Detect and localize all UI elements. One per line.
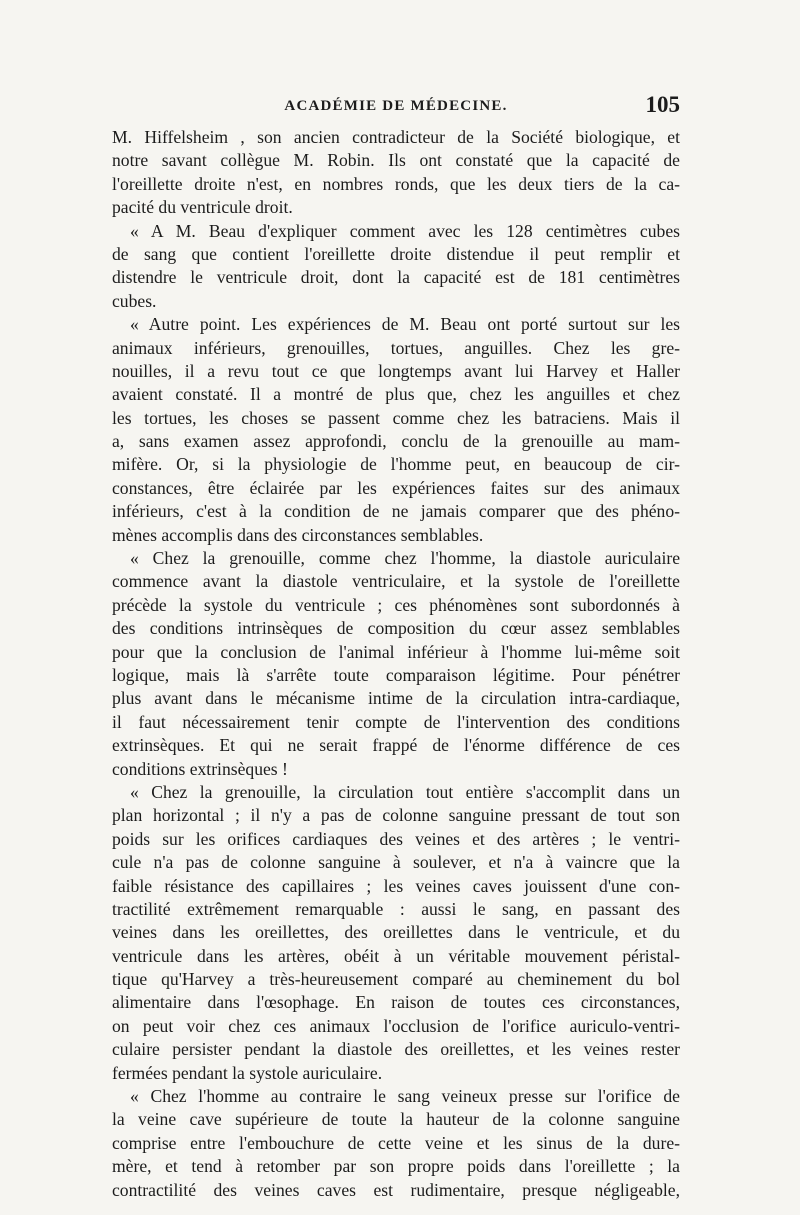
text-line: comprise entre l'embouchure de cette veine et les sinus de la dure- — [112, 1132, 680, 1153]
text-line: il faut nécessairement tenir compte de l'intervention des conditions — [112, 711, 680, 732]
text-line: M. Hiffelsheim , son ancien contradicteur de la Société biologique, et — [112, 127, 680, 147]
text-line: animaux inférieurs, grenouilles, tortues, anguilles. Chez les gre- — [112, 337, 680, 358]
text-line: nouilles, il a revu tout ce que longtemps avant lui Harvey et Haller — [112, 360, 680, 381]
text-line: des conditions intrinsèques de composition du cœur assez semblables — [112, 618, 680, 639]
text-line: poids sur les orifices cardiaques des veines et des artères ; le ventri- — [112, 828, 680, 849]
text-line: alimentaire dans l'œsophage. En raison de toutes ces circonstances, — [112, 992, 680, 1013]
text-line: les tortues, les choses se passent comme chez les batraciens. Mais il — [112, 407, 680, 428]
text-line: logique, mais là s'arrête toute comparaison légitime. Pour pénétrer — [112, 664, 680, 685]
text-line: plus avant dans le mécanisme intime de la circulation intra-cardiaque, — [112, 688, 680, 709]
text-line: de sang que contient l'oreillette droite distendue il peut remplir et — [112, 243, 680, 264]
text-line: « Chez l'homme au contraire le sang veineux presse sur l'orifice de — [130, 1086, 680, 1107]
text-line: contractilité des veines caves est rudimentaire, presque négligeable, — [112, 1179, 680, 1200]
text-line: tractilité extrêmement remarquable : aussi le sang, en passant des — [112, 898, 680, 919]
text-line: « Chez la grenouille, la circulation tout entière s'accomplit dans un — [130, 781, 680, 802]
text-line: cule n'a pas de colonne sanguine à soulever, et n'a à vaincre que la — [112, 852, 680, 873]
text-line: « Chez la grenouille, comme chez l'homme, la diastole auriculaire — [130, 548, 680, 569]
text-line: constances, être éclairée par les expériences faites sur des animaux — [112, 477, 680, 498]
text-line: fermées pendant la systole auriculaire. — [112, 1062, 383, 1083]
text-line: mère, et tend à retomber par son propre poids dans l'oreillette ; la — [112, 1156, 680, 1177]
text-line: on peut voir chez ces animaux l'occlusion de l'orifice auriculo-ventri- — [112, 1015, 680, 1036]
text-line: mènes accomplis dans des circonstances semblables. — [112, 524, 484, 545]
text-line: commence avant la diastole ventriculaire, et la systole de l'oreillette — [112, 571, 680, 592]
text-line: précède la systole du ventricule ; ces phénomènes sont subordonnés à — [112, 594, 680, 615]
text-line: conditions extrinsèques ! — [112, 758, 288, 779]
text-line: plan horizontal ; il n'y a pas de colonne sanguine pressant de tout son — [112, 805, 680, 826]
text-line: « Autre point. Les expériences de M. Beau ont porté surtout sur les — [130, 314, 680, 335]
text-line: cubes. — [112, 290, 157, 311]
running-head — [112, 92, 680, 122]
text-line: mifère. Or, si la physiologie de l'homme peut, en beaucoup de cir- — [112, 454, 680, 475]
text-line: distendre le ventricule droit, dont la capacité est de 181 centimètres — [112, 267, 680, 288]
text-line: extrinsèques. Et qui ne serait frappé de l'énorme différence de ces — [112, 735, 680, 756]
text-line: a, sans examen assez approfondi, conclu de la grenouille au mam- — [112, 431, 680, 452]
text-line: culaire persister pendant la diastole des oreillettes, et les veines rester — [112, 1039, 680, 1060]
text-line: tique qu'Harvey a très-heureusement comparé au cheminement du bol — [112, 969, 680, 990]
text-line: veines dans les oreillettes, des oreillettes dans le ventricule, et du — [112, 922, 680, 943]
text-line: notre savant collègue M. Robin. Ils ont constaté que la capacité de — [112, 150, 680, 171]
text-line: avaient constaté. Il a montré de plus que, chez les anguilles et chez — [112, 384, 680, 405]
text-line: « A M. Beau d'expliquer comment avec les 128 centimètres cubes — [130, 220, 680, 241]
running-title: ACADÉMIE DE MÉDECINE. — [284, 98, 508, 114]
text-line: pacité du ventricule droit. — [112, 197, 293, 218]
text-line: inférieurs, c'est à la condition de ne jamais comparer que des phéno- — [112, 501, 680, 522]
text-line: pour que la conclusion de l'animal inférieur à l'homme lui-même soit — [112, 641, 680, 662]
text-line: la veine cave supérieure de toute la hauteur de la colonne sanguine — [112, 1109, 680, 1130]
body-text — [112, 126, 680, 1202]
text-line: faible résistance des capillaires ; les veines caves jouissent d'une con- — [112, 875, 680, 896]
text-line: l'oreillette droite n'est, en nombres ronds, que les deux tiers de la ca- — [112, 173, 680, 194]
page-number: 105 — [645, 92, 680, 117]
text-line: ventricule dans les artères, obéit à un véritable mouvement péristal- — [112, 945, 680, 966]
